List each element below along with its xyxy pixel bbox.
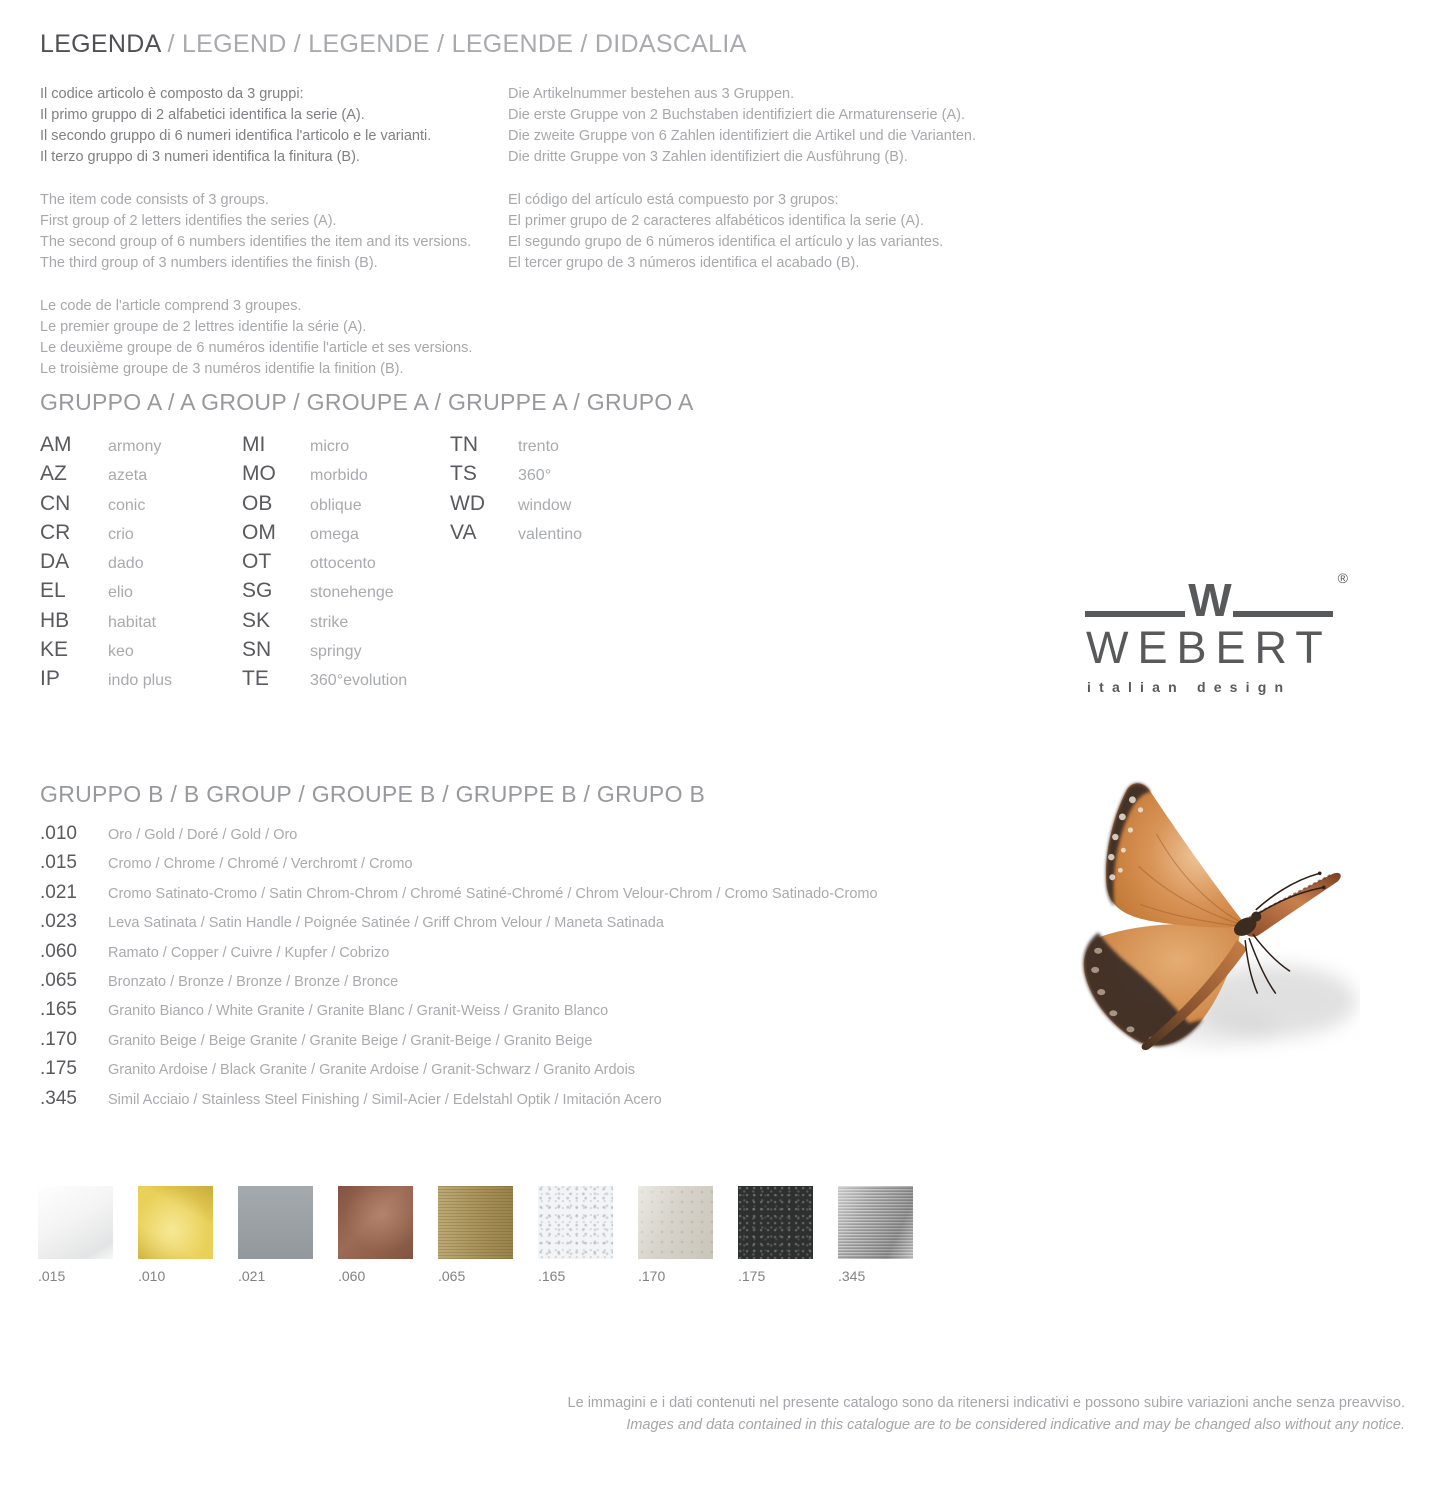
series-name: stonehenge [310, 584, 394, 602]
finish-code-row [40, 999, 878, 1028]
intro-line: Die Artikelnummer bestehen aus 3 Gruppen. [508, 86, 795, 102]
series-code-row [40, 462, 172, 491]
group-a-column-1 [40, 433, 172, 697]
series-code-row [242, 492, 407, 521]
swatch-label: .170 [638, 1268, 666, 1284]
group-a-column-3 [450, 433, 582, 550]
swatch-165-white-granite [538, 1186, 613, 1259]
intro-line: El tercer grupo de 3 números identifica el acabado (B). [508, 255, 860, 271]
series-code-row [450, 492, 582, 521]
group-a-column-2 [242, 433, 407, 697]
series-code: SN [242, 638, 272, 662]
finish-code: .021 [40, 881, 77, 903]
series-code: KE [40, 638, 69, 662]
swatch-label: .015 [38, 1268, 66, 1284]
series-name: dado [108, 555, 144, 573]
swatch-label: .175 [738, 1268, 766, 1284]
intro-english [40, 190, 471, 274]
finish-code: .175 [40, 1058, 77, 1080]
series-name: micro [310, 438, 350, 455]
intro-italian [40, 84, 431, 168]
intro-line: El primer grupo de 2 caracteres alfabéticos identifica la serie (A). [508, 213, 924, 229]
finish-description: Granito Ardoise / Black Granite / Granite Ardoise / Granit-Schwarz / Granito Ardois [108, 1062, 636, 1079]
series-code: AM [40, 433, 72, 456]
series-code: WD [450, 491, 485, 515]
series-name: window [518, 496, 572, 514]
series-code: MO [242, 462, 276, 486]
finish-code: .165 [40, 999, 77, 1021]
finish-code: .345 [40, 1087, 77, 1109]
swatch-170-beige-granite [638, 1186, 713, 1259]
finish-code: .060 [40, 940, 77, 962]
series-code: MI [242, 433, 266, 456]
series-code-row [242, 638, 407, 667]
intro-line: Die zweite Gruppe von 6 Zahlen identifiziert die Artikel und die Varianten. [508, 128, 977, 144]
logo-tagline: italian design [1087, 678, 1292, 695]
intro-line: The item code consists of 3 groups. [40, 192, 269, 208]
series-name: trento [518, 438, 559, 455]
series-code-row [450, 462, 582, 491]
series-code: VA [450, 520, 477, 544]
series-code-row [242, 550, 407, 579]
series-code: OB [242, 491, 273, 515]
series-code-row [450, 433, 582, 462]
logo-wordmark: WEBERT [1086, 621, 1332, 673]
finish-code: .065 [40, 969, 77, 991]
series-name: ottocento [310, 555, 376, 573]
series-name: indo plus [108, 672, 173, 690]
page-title-translations: / LEGEND / LEGENDE / LEGENDE / DIDASCALIA [167, 30, 747, 58]
swatch-cell [338, 1186, 413, 1284]
series-name: oblique [310, 496, 362, 514]
intro-line: Il secondo gruppo di 6 numeri identifica l'articolo e le varianti. [40, 128, 432, 144]
series-code-row [40, 579, 172, 608]
finish-description: Simil Acciaio / Stainless Steel Finishing / Simil-Acier / Edelstahl Optik / Imitación Acero [108, 1091, 662, 1108]
finish-code-row [40, 970, 878, 999]
finish-code-row [40, 1029, 878, 1058]
swatch-cell [138, 1186, 213, 1284]
group-a-heading: GRUPPO A / A GROUP / GROUPE A / GRUPPE A / GRUPO A [40, 389, 694, 415]
series-name: armony [108, 438, 162, 455]
series-code: SK [242, 608, 271, 632]
series-code-row [450, 521, 582, 550]
series-code: OM [242, 520, 276, 544]
registered-trademark-icon: ® [1337, 570, 1348, 586]
series-name: elio [108, 584, 133, 602]
swatch-010-gold [138, 1186, 213, 1259]
series-code: DA [40, 550, 70, 574]
swatch-label: .165 [538, 1268, 566, 1284]
swatch-cell [38, 1186, 113, 1284]
intro-line: Il primo gruppo di 2 alfabetici identifica la serie (A). [40, 107, 365, 123]
page-title-primary: LEGENDA [40, 30, 161, 58]
series-code-row [40, 667, 172, 696]
swatch-cell [638, 1186, 713, 1284]
swatch-345-stainless-steel [838, 1186, 913, 1259]
page-title [40, 30, 747, 59]
intro-line: Le deuxième groupe de 6 numéros identifie l'article et ses versions. [40, 340, 473, 356]
finish-code-row [40, 1058, 878, 1087]
swatch-cell [438, 1186, 513, 1284]
swatch-cell [238, 1186, 313, 1284]
intro-line: Le code de l'article comprend 3 groupes. [40, 298, 302, 314]
finish-code: .170 [40, 1028, 77, 1050]
intro-line: Le premier groupe de 2 lettres identifie la série (A). [40, 319, 367, 335]
intro-line: El segundo grupo de 6 números identifica el artículo y las variantes. [508, 234, 944, 250]
disclaimer-english: Images and data contained in this catalogue are to be considered indicative and may be changed also without any notice. [626, 1417, 1405, 1433]
series-code: TE [242, 667, 269, 691]
swatch-label: .060 [338, 1268, 366, 1284]
intro-line: Il codice articolo è composto da 3 gruppi: [40, 86, 304, 102]
logo-w-monogram: W [1188, 574, 1230, 626]
intro-line: Le troisième groupe de 3 numéros identifie la finition (B). [40, 361, 404, 377]
series-code: AZ [40, 462, 67, 486]
finish-swatch-row [38, 1186, 913, 1284]
butterfly-image [1068, 752, 1360, 1062]
finish-code: .010 [40, 823, 77, 844]
series-code: CR [40, 520, 71, 544]
series-name: habitat [108, 613, 157, 631]
logo-right-bar [1233, 611, 1333, 617]
intro-german [508, 84, 976, 168]
series-code-row [242, 433, 407, 462]
swatch-cell [738, 1186, 813, 1284]
logo-left-bar [1085, 611, 1185, 617]
finish-description: Cromo / Chrome / Chromé / Verchromt / Cromo [108, 856, 413, 873]
series-code-row [40, 521, 172, 550]
series-code-row [242, 521, 407, 550]
finish-code-row [40, 852, 878, 881]
swatch-065-bronze [438, 1186, 513, 1259]
group-b-list [40, 823, 878, 1117]
finish-description: Cromo Satinato-Cromo / Satin Chrom-Chrom / Chromé Satiné-Chromé / Chrom Velour-Chrom / Cromo Satinado-Cromo [108, 885, 878, 902]
series-code: TS [450, 462, 477, 486]
intro-line: El código del artículo está compuesto por 3 grupos: [508, 192, 839, 208]
finish-description: Oro / Gold / Doré / Gold / Oro [108, 827, 298, 843]
swatch-label: .065 [438, 1268, 466, 1284]
intro-line: Il terzo gruppo di 3 numeri identifica la finitura (B). [40, 149, 360, 165]
series-code-row [242, 579, 407, 608]
intro-line: Die erste Gruppe von 2 Buchstaben identifiziert die Armaturenserie (A). [508, 107, 965, 123]
finish-description: Ramato / Copper / Cuivre / Kupfer / Cobrizo [108, 944, 390, 961]
series-code: SG [242, 579, 273, 603]
group-b-heading: GRUPPO B / B GROUP / GROUPE B / GRUPPE B / GRUPO B [40, 781, 706, 807]
finish-code-row [40, 823, 878, 852]
finish-description: Leva Satinata / Satin Handle / Poignée Satinée / Griff Chrom Velour / Maneta Satinada [108, 915, 664, 932]
series-code-row [242, 462, 407, 491]
series-code-row [40, 550, 172, 579]
series-code: HB [40, 608, 70, 632]
series-name: conic [108, 496, 146, 514]
swatch-label: .345 [838, 1268, 866, 1284]
finish-description: Granito Bianco / White Granite / Granite Blanc / Granit-Weiss / Granito Blanco [108, 1003, 609, 1020]
series-name: 360°evolution [310, 672, 408, 690]
swatch-cell [838, 1186, 913, 1284]
webert-logo [1085, 570, 1348, 695]
series-code: OT [242, 550, 272, 574]
swatch-label: .021 [238, 1268, 266, 1284]
finish-code-row [40, 941, 878, 970]
series-name: valentino [518, 525, 583, 543]
disclaimer [568, 1392, 1405, 1436]
intro-french [40, 296, 472, 380]
finish-code: .015 [40, 852, 77, 874]
swatch-label: .010 [138, 1268, 166, 1284]
series-code-row [40, 433, 172, 462]
series-code-row [40, 609, 172, 638]
series-code: CN [40, 491, 71, 515]
series-code: TN [450, 433, 478, 456]
finish-code-row [40, 882, 878, 911]
series-code-row [40, 638, 172, 667]
series-name: springy [310, 643, 362, 661]
disclaimer-italian: Le immagini e i dati contenuti nel presente catalogo sono da ritenersi indicativi e possono subire variazioni anche senza preavviso. [567, 1395, 1405, 1411]
series-code-row [40, 492, 172, 521]
intro-line: The third group of 3 numbers identifies the finish (B). [40, 255, 378, 271]
finish-code-row [40, 911, 878, 940]
finish-description: Bronzato / Bronze / Bronze / Bronze / Bronce [108, 973, 399, 990]
intro-line: First group of 2 letters identifies the series (A). [40, 213, 337, 229]
series-name: omega [310, 525, 359, 543]
swatch-cell [538, 1186, 613, 1284]
series-name: morbido [310, 467, 368, 485]
intro-line: The second group of 6 numbers identifies the item and its versions. [40, 234, 472, 250]
swatch-015-chrome [38, 1186, 113, 1259]
series-name: keo [108, 643, 134, 661]
series-name: crio [108, 525, 134, 543]
series-code: EL [40, 579, 66, 603]
finish-description: Granito Beige / Beige Granite / Granite Beige / Granit-Beige / Granito Beige [108, 1032, 593, 1049]
series-code-row [242, 609, 407, 638]
intro-line: Die dritte Gruppe von 3 Zahlen identifiziert die Ausführung (B). [508, 149, 908, 165]
series-code-row [242, 667, 407, 696]
series-code: IP [40, 667, 60, 691]
series-name: strike [310, 613, 349, 631]
series-name: azeta [108, 467, 148, 485]
finish-code-row [40, 1088, 878, 1117]
webert-logo-mark [1085, 570, 1348, 626]
swatch-175-black-granite [738, 1186, 813, 1259]
swatch-021-satin-chrome [238, 1186, 313, 1259]
swatch-060-copper [338, 1186, 413, 1259]
series-name: 360° [518, 467, 552, 485]
finish-code: .023 [40, 911, 77, 933]
intro-spanish [508, 190, 943, 274]
